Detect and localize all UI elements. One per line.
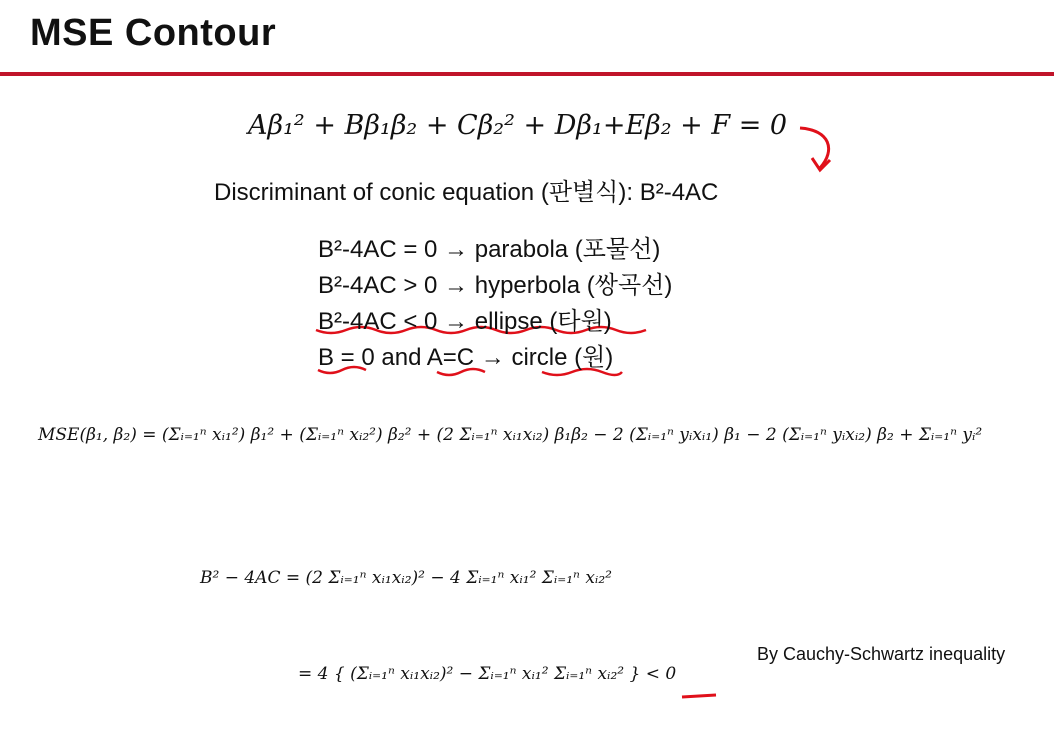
discriminant-expansion-2: = 4 { (Σᵢ₌₁ⁿ xᵢ₁xᵢ₂)² − Σᵢ₌₁ⁿ xᵢ₁² Σᵢ₌₁ⁿ xᵢ₂² } < 0 [298,664,677,684]
conic-equation: Aβ₁² + Bβ₁β₂ + Cβ₂² + Dβ₁+Eβ₂ + F = 0 [248,110,788,141]
case-parabola: B²-4AC = 0 → parabola (포물선) [318,236,661,263]
mse-expansion: MSE(β₁, β₂) = (Σᵢ₌₁ⁿ xᵢ₁²) β₁² + (Σᵢ₌₁ⁿ xᵢ₂²) β₂² + (2 Σᵢ₌₁ⁿ xᵢ₁xᵢ₂) β₁β₂ − 2 (Σᵢ₌₁ⁿ yᵢxᵢ₁) β₁ − 2 (Σᵢ₌₁ⁿ yᵢxᵢ₂) β₂ + Σᵢ₌₁ⁿ yᵢ² [38,425,983,445]
underline-mark [682,695,716,697]
discriminant-expansion-1: B² − 4AC = (2 Σᵢ₌₁ⁿ xᵢ₁xᵢ₂)² − 4 Σᵢ₌₁ⁿ xᵢ₁² Σᵢ₌₁ⁿ xᵢ₂² [200,568,612,588]
case-hyperbola: B²-4AC > 0 → hyperbola (쌍곡선) [318,272,673,299]
slide-title: MSE Contour [30,12,277,54]
case-circle: B = 0 and A=C → circle (원) [318,344,614,371]
inequality-note: By Cauchy-Schwartz inequality [757,644,1006,664]
case-ellipse: B²-4AC < 0 → ellipse (타원) [318,308,612,335]
conic-cases-list [318,232,672,376]
discriminant-line: Discriminant of conic equation (판별식): B²-4AC [214,179,719,206]
